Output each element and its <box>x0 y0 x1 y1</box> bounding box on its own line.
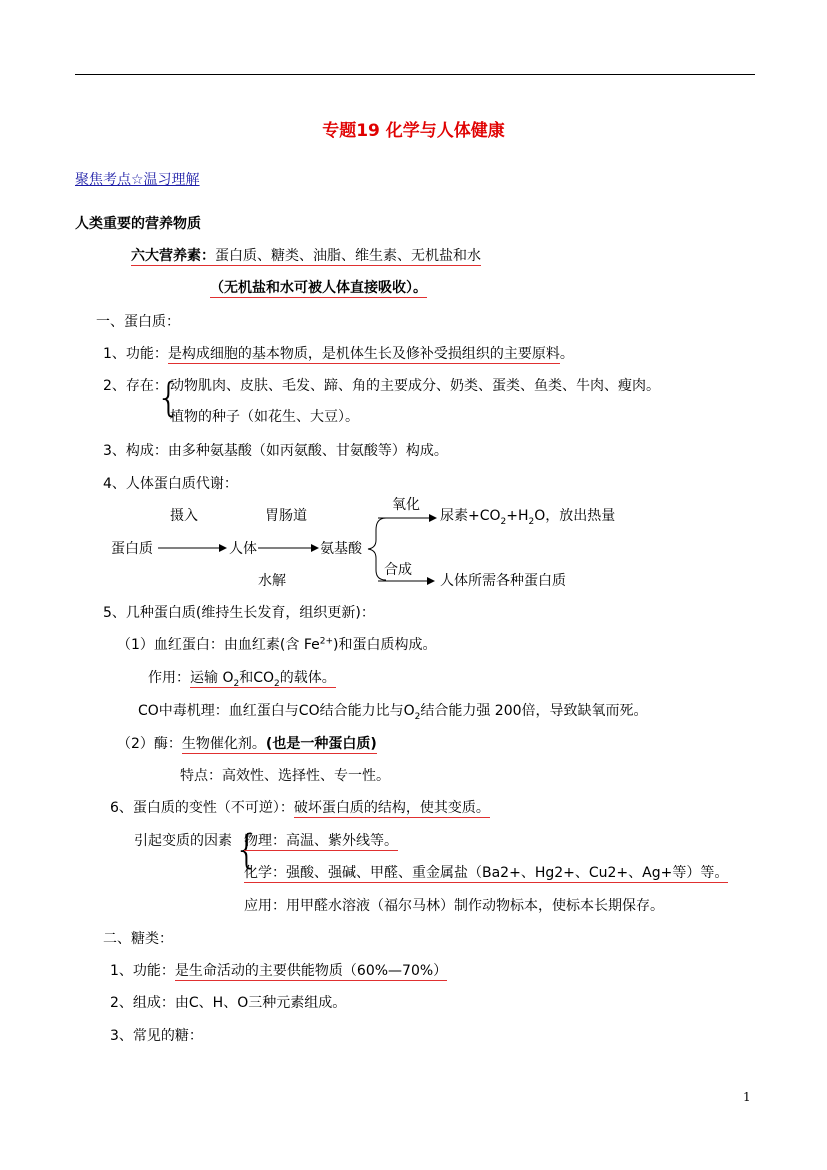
metabolism-heading: 4、人体蛋白质代谢： <box>103 476 238 492</box>
page-title: 专题19 化学与人体健康 <box>322 121 505 141</box>
types-heading: 5、几种蛋白质(维持生长发育，组织更新)： <box>103 605 375 621</box>
brace-denature: { <box>234 827 260 873</box>
sugar-composition: 2、组成：由C、H、O三种元素组成。 <box>110 995 347 1011</box>
label-intake: 摄入 <box>170 508 198 524</box>
protein-heading: 一、蛋白质： <box>96 314 180 330</box>
label-body-protein: 人体所需各种蛋白质 <box>440 573 566 589</box>
six-nutrients-label: 六大营养素： <box>131 248 215 264</box>
label-amino: 氨基酸 <box>320 541 362 557</box>
diagram-brace <box>368 518 386 580</box>
protein-existence-line2: 植物的种子（如花生、大豆）。 <box>170 409 359 425</box>
protein-existence-line1: 动物肌肉、皮肤、毛发、蹄、角的主要成分、奶类、蛋类、鱼类、牛肉、瘦肉。 <box>170 378 660 394</box>
label-synthesis: 合成 <box>384 562 412 578</box>
denature-application: 应用：用甲醛水溶液（福尔马林）制作动物标本，使标本长期保存。 <box>244 898 664 914</box>
label-hydrolysis: 水解 <box>258 573 286 589</box>
brace-existence: { <box>156 375 182 421</box>
label-oxidation: 氧化 <box>392 497 420 513</box>
sugar-common: 3、常见的糖： <box>110 1028 203 1044</box>
label-body: 人体 <box>229 541 257 557</box>
denature-line: 6、蛋白质的变性（不可逆）：破坏蛋白质的结构，使其变质。 <box>110 800 490 816</box>
enzyme-line: （2）酶：生物催化剂。(也是一种蛋白质) <box>117 736 377 752</box>
enzyme-features: 特点：高效性、选择性、专一性。 <box>180 768 390 784</box>
label-protein: 蛋白质 <box>111 541 153 557</box>
sugar-heading: 二、糖类： <box>103 931 173 947</box>
protein-existence-label: 2、存在： <box>103 378 168 394</box>
hemoglobin-line: （1）血红蛋白：由血红素(含 $Fe^{2+}$)和蛋白质构成。 <box>117 636 437 653</box>
denature-chemical: 化学：强酸、强碱、甲醛、重金属盐（Ba2+、Hg2+、Cu2+、Ag+等）等。 <box>244 865 729 881</box>
denature-cause-label: 引起变质的因素 <box>134 833 232 849</box>
denature-physical: 物理：高温、紫外线等。 <box>244 833 398 849</box>
section-link[interactable]: 聚焦考点☆温习理解 <box>75 172 200 188</box>
absorb-note: （无机盐和水可被人体直接吸收）。 <box>210 280 427 296</box>
co-poisoning: CO中毒机理：血红蛋白与CO结合能力比与$O_2$结合能力强 200倍，导致缺氧而死。 <box>138 703 648 722</box>
label-gut: 胃肠道 <box>265 508 307 524</box>
hemoglobin-use: 作用：运输 $O_2$和$CO_2$的载体。 <box>148 670 336 689</box>
label-urea: 尿素$+CO_2+H_2O$，放出热量 <box>440 508 616 527</box>
six-nutrients-text: 蛋白质、糖类、油脂、维生素、无机盐和水 <box>215 248 481 264</box>
sugar-function: 1、功能：是生命活动的主要供能物质（60%—70%） <box>110 963 448 979</box>
section-heading: 人类重要的营养物质 <box>75 216 201 232</box>
protein-composition: 3、构成：由多种氨基酸（如丙氨酸、甘氨酸等）构成。 <box>103 443 448 459</box>
page-number: 1 <box>743 1090 751 1104</box>
protein-function: 1、功能：是构成细胞的基本物质，是机体生长及修补受损组织的主要原料。 <box>103 346 574 362</box>
